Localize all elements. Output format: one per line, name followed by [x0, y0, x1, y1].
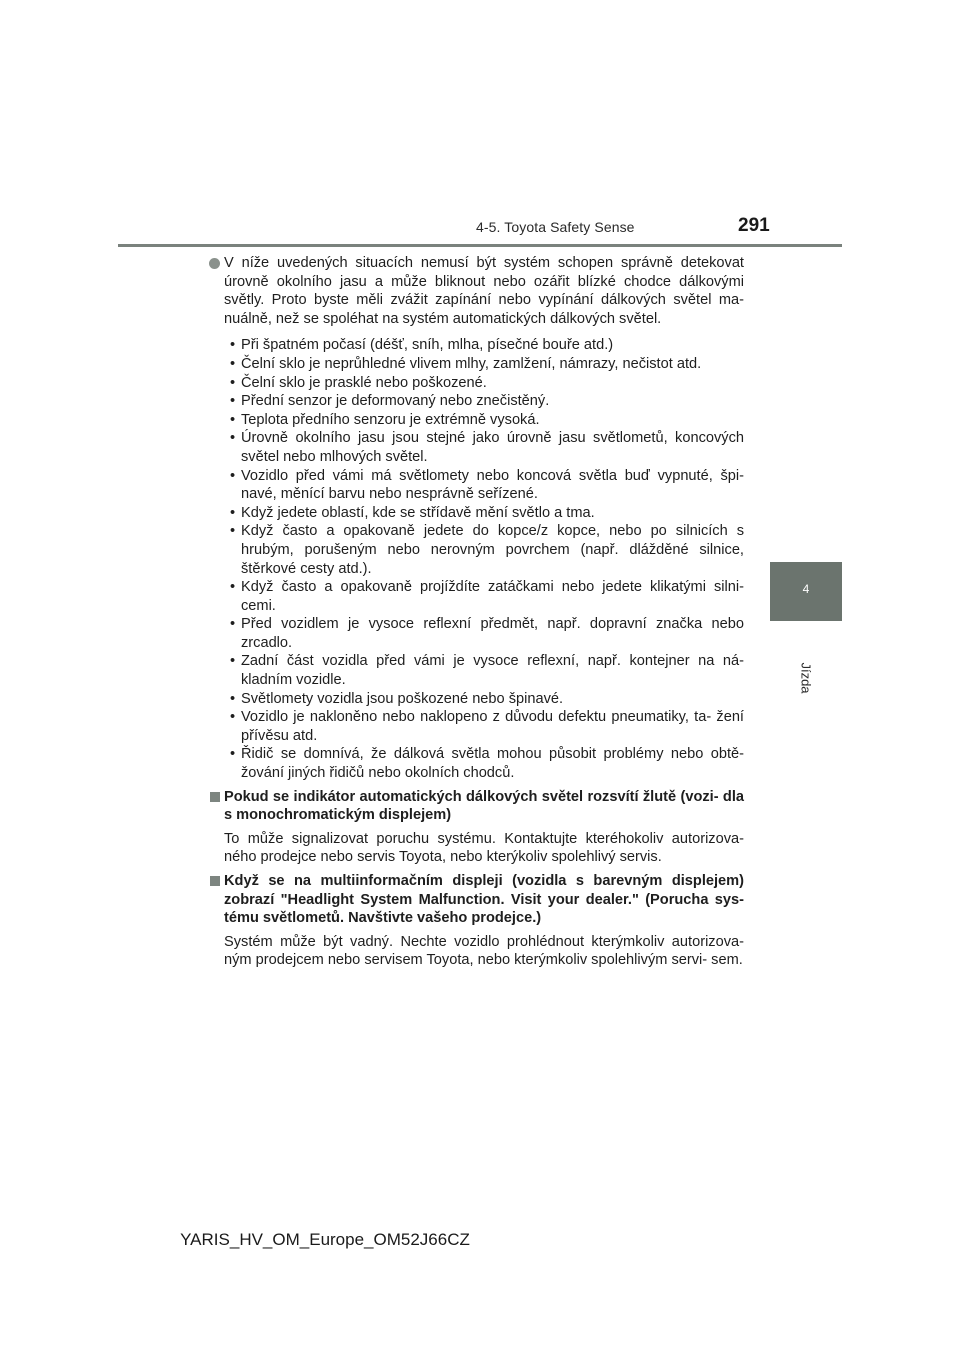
bullet-icon: • — [230, 746, 236, 763]
list-item-text: Vozidlo před vámi má světlomety nebo koncová světla buď vypnuté, špi- navé, měnící barvu nebo nesprávně seřízené. — [241, 467, 744, 503]
bullet-icon: • — [230, 579, 236, 596]
bullet-icon: • — [230, 690, 236, 707]
bullet-icon: • — [230, 393, 236, 410]
square-bullet-icon — [210, 792, 220, 802]
header-divider — [118, 244, 842, 247]
bullet-icon: • — [230, 653, 236, 670]
list-item-text: Teplota předního senzoru je extrémně vysoká. — [241, 411, 540, 428]
list-item — [230, 374, 744, 393]
list-item — [230, 355, 744, 374]
page-number: 291 — [738, 215, 770, 236]
display-message-section — [224, 872, 744, 970]
list-item — [230, 522, 744, 578]
indicator-section — [224, 788, 744, 867]
list-item-text: Vozidlo je nakloněno nebo naklopeno z důvodu defektu pneumatiky, ta- žení přívěsu atd. — [241, 709, 744, 744]
list-item-text: Při špatném počasí (déšť, sníh, mlha, písečné bouře atd.) — [241, 337, 614, 354]
bullet-icon: • — [230, 337, 236, 354]
chapter-label — [797, 648, 815, 708]
list-item-text: Před vozidlem je vysoce reflexní předmět, např. dopravní značka nebo zrcadlo. — [241, 616, 744, 651]
intro-paragraph — [224, 254, 744, 328]
document-code: YARIS_HV_OM_Europe_OM52J66CZ — [180, 1230, 470, 1249]
list-item — [230, 411, 744, 430]
list-item-text: Když často a opakovaně projíždíte zatáčkami nebo jedete klikatými silni- cemi. — [241, 579, 744, 614]
bullet-icon: • — [230, 467, 236, 484]
list-item — [230, 429, 744, 466]
list-item — [230, 708, 744, 745]
list-item — [230, 690, 744, 709]
list-item — [230, 336, 744, 355]
list-item-text: Čelní sklo je neprůhledné vlivem mlhy, zamlžení, námrazy, nečistot atd. — [241, 355, 702, 372]
bullet-icon: • — [230, 374, 236, 391]
list-item-text: Řidič se domnívá, že dálková světla mohou působit problémy nebo obtě- žování jiných řidičů nebo okolních chodců. — [241, 746, 744, 782]
section-body: To může signalizovat poruchu systému. Kontaktujte kteréhokoliv autorizova- ného prodejce nebo servis Toyota, nebo kterýkoliv spolehlivý servis. — [224, 830, 744, 866]
list-item-text: Světlomety vozidla jsou poškozené nebo špinavé. — [241, 690, 564, 707]
bullet-icon: • — [230, 430, 236, 447]
chapter-number: 4 — [802, 582, 810, 596]
list-item-text: Když často a opakovaně jedete do kopce/z kopce, nebo po silnicích s hrubým, porušeným nebo nerovným povrchem (např. dlážděné silnice, štěrkové cesty atd.). — [241, 523, 744, 577]
section-heading: Pokud se indikátor automatických dálkových světel rozsvítí žlutě (vozi- dla s monochromatickým displejem) — [224, 788, 744, 824]
bullet-icon: • — [230, 411, 236, 428]
list-item — [230, 467, 744, 504]
list-item — [230, 615, 744, 652]
bullet-icon: • — [230, 523, 236, 540]
bullet-icon: • — [230, 709, 236, 726]
list-item — [230, 652, 744, 689]
list-item-text: Čelní sklo je prasklé nebo poškozené. — [241, 374, 487, 391]
chapter-label-text: Jízda — [798, 662, 814, 694]
list-item-text: Zadní část vozidla před vámi je vysoce reflexní, např. kontejner na ná- kladním vozidle. — [241, 653, 744, 689]
bullet-icon: • — [230, 504, 236, 521]
list-item-text: Když jedete oblastí, kde se střídavě mění světlo a tma. — [241, 504, 595, 521]
list-item — [230, 392, 744, 411]
conditions-list — [224, 336, 744, 782]
section-body: Systém může být vadný. Nechte vozidlo prohlédnout kterýmkoliv autorizova- ným prodejcem nebo servisem Toyota, nebo kterýmkoliv spolehlivým servi- sem. — [224, 933, 744, 969]
list-item — [230, 504, 744, 523]
chapter-tab — [770, 562, 842, 621]
list-item-text: Úrovně okolního jasu jsou stejné jako úrovně jasu světlometů, koncových světel nebo mlhových světel. — [241, 430, 744, 465]
list-item — [230, 745, 744, 782]
bullet-icon: • — [230, 355, 236, 372]
section-title: 4-5. Toyota Safety Sense — [476, 219, 635, 235]
list-item-text: Přední senzor je deformovaný nebo znečistěný. — [241, 393, 550, 410]
bullet-icon: • — [230, 616, 236, 633]
square-bullet-icon — [210, 876, 220, 886]
list-item — [230, 578, 744, 615]
main-content — [224, 250, 744, 970]
circle-bullet-icon — [209, 258, 220, 269]
intro-text: V níže uvedených situacích nemusí být systém schopen správně detekovat úrovně okolního jasu a může bliknout nebo ozářit blízké chodce dálkovými světly. Proto byste měli zvážit zapínání nebo vypínání dálkových světel ma- nuálně, než se spoléhat na systém automatických dálkových světel. — [224, 255, 744, 327]
section-heading: Když se na multiinformačním displeji (vozidla s barevným displejem) zobrazí "Headlight System Malfunction. Visit your dealer." (Porucha sys- tému světlometů. Navštivte vašeho prodejce.) — [224, 873, 744, 927]
